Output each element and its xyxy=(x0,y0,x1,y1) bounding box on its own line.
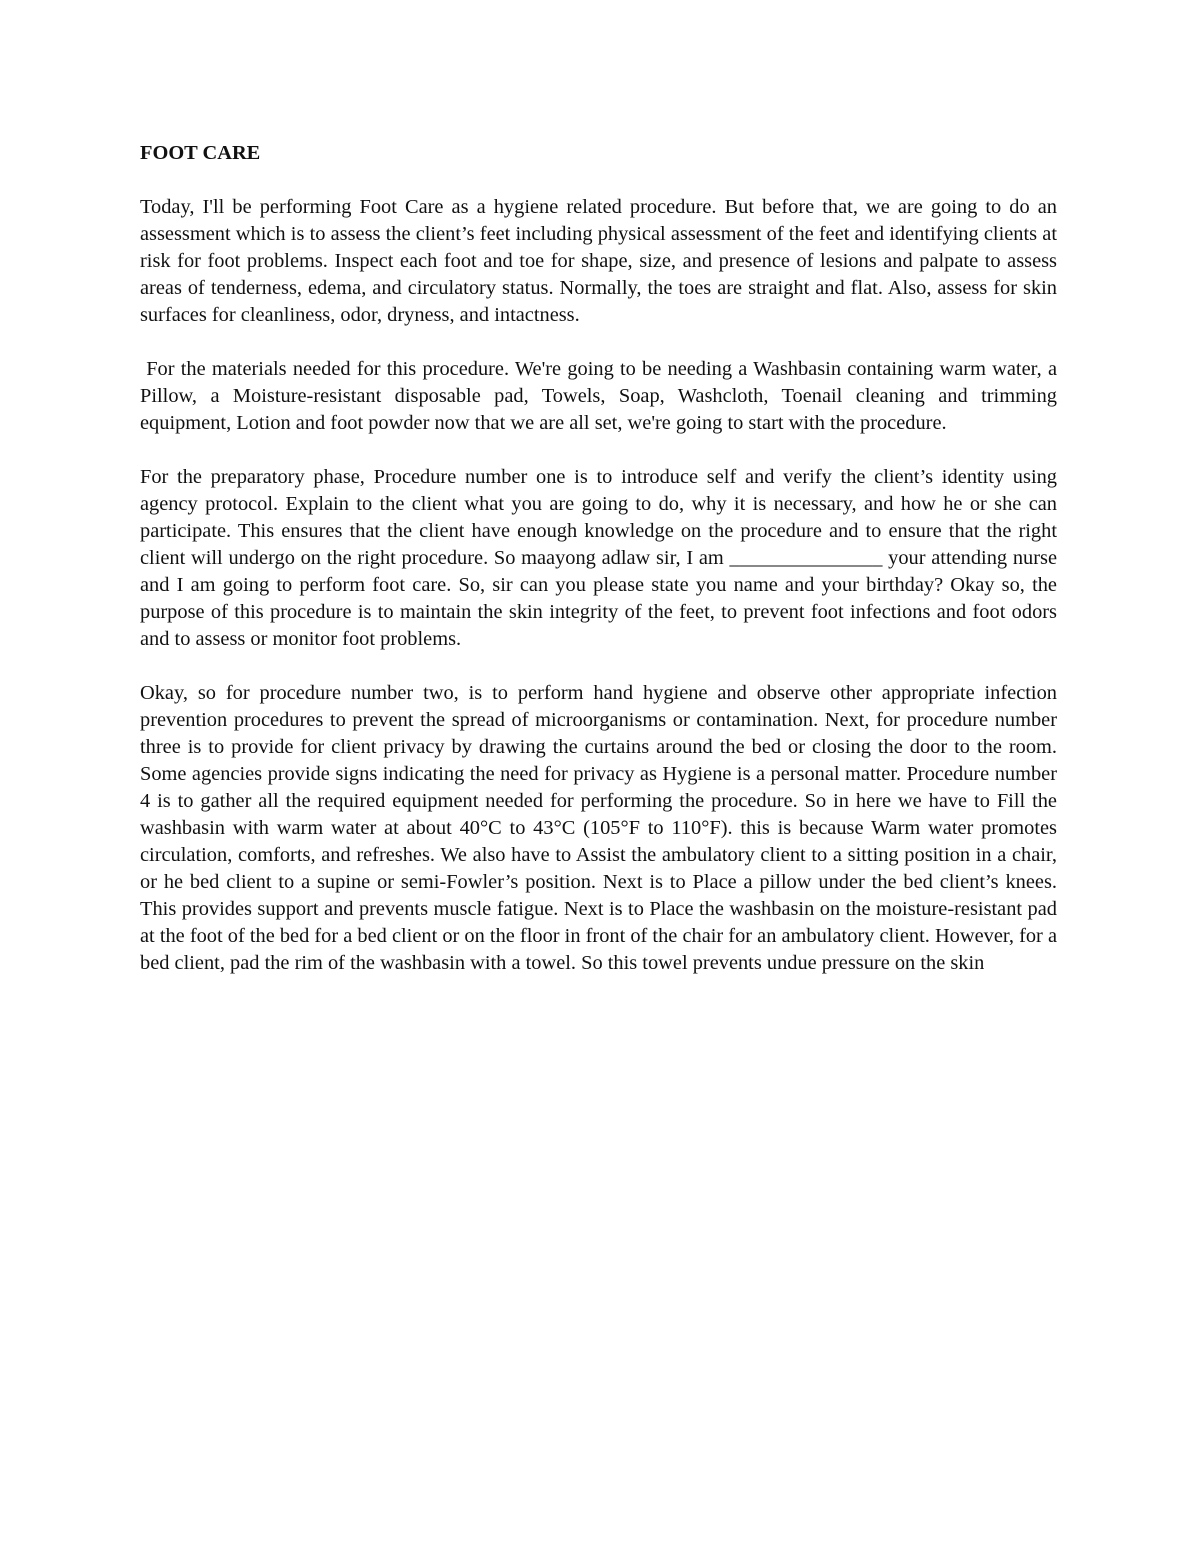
paragraph-assessment: Today, I'll be performing Foot Care as a hygiene related procedure. But before that, we are going to do an assessment which is to assess the client’s feet including physical assessment of the feet and identifying clients at risk for foot problems. Inspect each foot and toe for shape, size, and presence of lesions and palpate to assess areas of tenderness, edema, and circulatory status. Normally, the toes are straight and flat. Also, assess for skin surfaces for cleanliness, odor, dryness, and intactness. xyxy=(140,196,1057,326)
document-page xyxy=(140,140,1063,1004)
paragraph-materials: For the materials needed for this procedure. We're going to be needing a Washbasin containing warm water, a Pillow, a Moisture-resistant disposable pad, Towels, Soap, Washcloth, Toenail cleaning and trimming equipment, Lotion and foot powder now that we are all set, we're going to start with the procedure. xyxy=(140,358,1063,434)
paragraph-procedures: Okay, so for procedure number two, is to perform hand hygiene and observe other appropriate infection prevention procedures to prevent the spread of microorganisms or contamination. Next, for procedure number three is to provide for client privacy by drawing the curtains around the bed or closing the door to the room. Some agencies provide signs indicating the need for privacy as Hygiene is a personal matter. Procedure number 4 is to gather all the required equipment needed for performing the procedure. So in here we have to Fill the washbasin with warm water at about 40°C to 43°C (105°F to 110°F). this is because Warm water promotes circulation, comforts, and refreshes. We also have to Assist the ambulatory client to a sitting position in a chair, or he bed client to a supine or semi-Fowler’s position. Next is to Place a pillow under the bed client’s knees. This provides support and prevents muscle fatigue. Next is to Place the washbasin on the moisture-resistant pad at the foot of the bed for a bed client or on the floor in front of the chair for an ambulatory client. However, for a bed client, pad the rim of the washbasin with a towel. So this towel prevents undue pressure on the skin xyxy=(140,682,1057,974)
paragraph-preparatory-phase: For the preparatory phase, Procedure number one is to introduce self and verify the client’s identity using agency protocol. Explain to the client what you are going to do, why it is necessary, and how he or she can participate. This ensures that the client have enough knowledge on the procedure and to ensure that the right client will undergo on the right procedure. So maayong adlaw sir, I am _______________ your attending nurse and I am going to perform foot care. So, sir can you please state you name and your birthday? Okay so, the purpose of this procedure is to maintain the skin integrity of the feet, to prevent foot infections and foot odors and to assess or monitor foot problems. xyxy=(140,466,1057,650)
document-title: FOOT CARE xyxy=(140,142,261,164)
